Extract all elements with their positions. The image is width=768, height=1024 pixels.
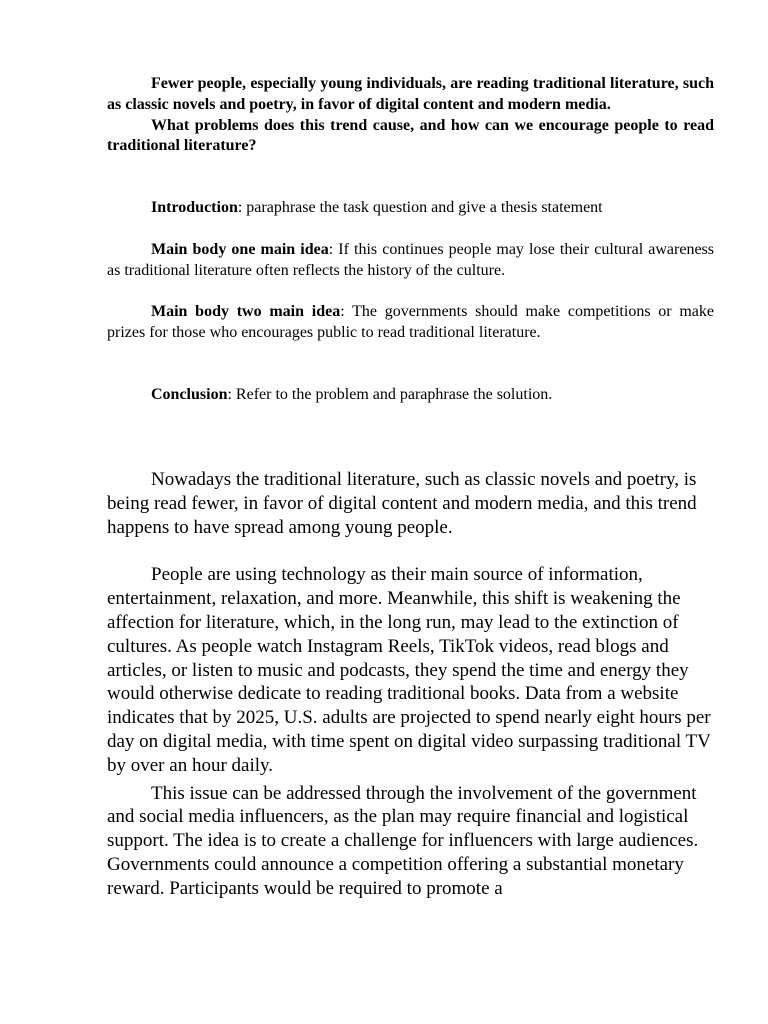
spacer xyxy=(107,540,714,564)
outline-body-two-text: : The governments should make competitions or make prizes for those who encourages public to read traditional literature. xyxy=(107,303,714,341)
task-question: What problems does this trend cause, and how can we encourage people to read traditional literature? xyxy=(107,116,714,155)
essay-paragraph-body-one: People are using technology as their main source of information, entertainment, relaxation, and more. Meanwhile, this shift is weakening the affection for literature, which, in the long run, may lead to the extinction of cultures. As people watch Instagram Reels, TikTok videos, read blogs and articles, or listen to music and podcasts, they spend the time and energy they would otherwise dedicate to reading traditional books. Data from a website indicates that by 2025, U.S. adults are projected to spend nearly eight hours per day on digital media, with time spent on digital video surpassing traditional TV by over an hour daily. xyxy=(107,564,711,776)
outline-body-one-text: : If this continues people may lose their cultural awareness as traditional literature often reflects the history of the culture. xyxy=(107,240,715,279)
essay-paragraph-body-two: This issue can be addressed through the involvement of the government and social media influencers, as the plan may require financial and logistical support. The idea is to create a challenge for influencers with large audiences. Governments could announce a competition offering a substantial monetary reward. Participants would be required to promote a xyxy=(107,782,699,899)
outline-introduction-text: : paraphrase the task question and give a thesis statement xyxy=(237,199,603,217)
outline-body-one-label: Main body one main idea xyxy=(151,240,329,258)
essay-paragraph-intro: Nowadays the traditional literature, such as classic novels and poetry, is being read fewer, in favor of digital content and modern media, and this trend happens to have spread among young people. xyxy=(107,469,697,538)
outline-conclusion xyxy=(107,385,714,406)
outline-body-two xyxy=(107,302,714,344)
outline-body-one xyxy=(107,240,714,282)
outline-introduction-label: Introduction xyxy=(151,199,238,217)
spacer xyxy=(107,219,714,240)
outline-introduction xyxy=(107,198,714,219)
outline-conclusion-label: Conclusion xyxy=(151,386,228,404)
spacer xyxy=(107,281,714,302)
spacer xyxy=(107,344,714,386)
spacer xyxy=(107,157,714,198)
spacer xyxy=(107,406,714,468)
task-statement: Fewer people, especially young individuals, are reading traditional literature, such as classic novels and poetry, in favor of digital content and modern media. xyxy=(107,75,714,113)
document-page xyxy=(107,74,714,901)
outline-conclusion-text: : Refer to the problem and paraphrase the solution. xyxy=(227,386,553,404)
outline-body-two-label: Main body two main idea xyxy=(151,303,341,321)
